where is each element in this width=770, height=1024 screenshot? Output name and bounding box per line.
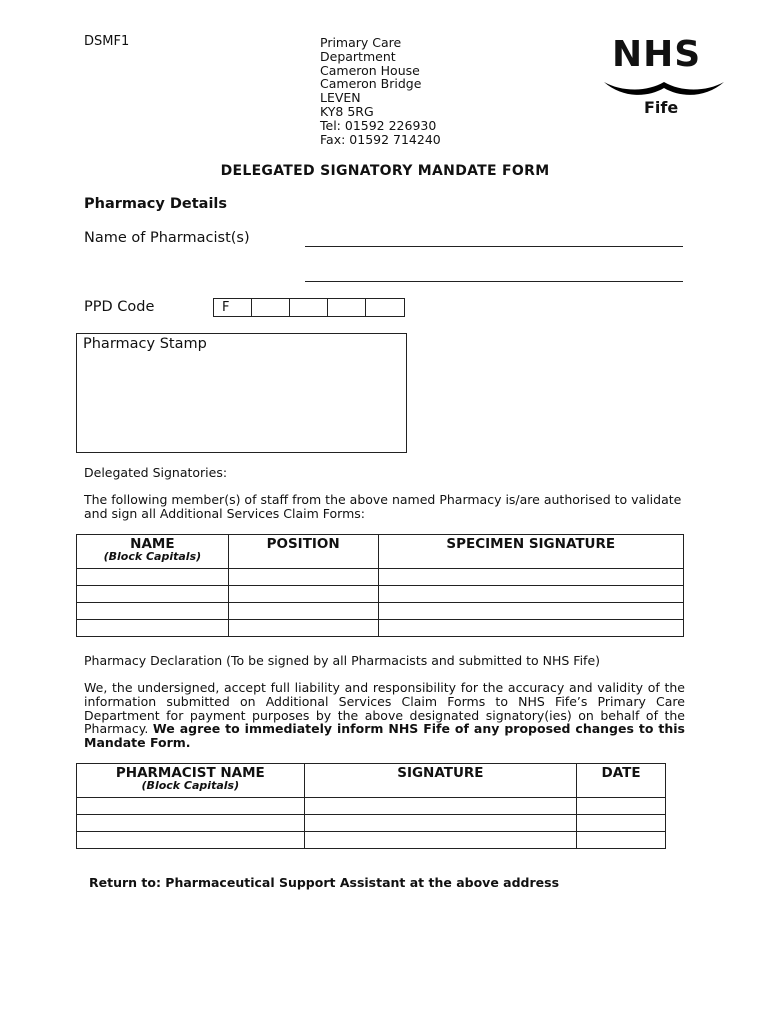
nhs-fife-logo <box>598 34 730 120</box>
header-name <box>77 535 229 569</box>
header-title: SPECIMEN SIGNATURE <box>446 536 616 552</box>
table-cell[interactable] <box>378 586 683 603</box>
header-signature <box>304 764 576 798</box>
table-cell[interactable] <box>304 798 576 815</box>
table-cell[interactable] <box>378 620 683 637</box>
address-line: Cameron Bridge <box>320 76 422 92</box>
pharmacy-stamp-box[interactable] <box>76 333 407 453</box>
form-title: DELEGATED SIGNATORY MANDATE FORM <box>220 163 550 179</box>
ppd-code-box[interactable] <box>290 299 328 316</box>
table-row <box>77 569 684 586</box>
header-title: POSITION <box>266 536 340 552</box>
pharmacy-details-heading: Pharmacy Details <box>84 196 228 212</box>
logo-nhs-text: NHS <box>612 34 702 75</box>
table-cell[interactable] <box>304 832 576 849</box>
header-title: NAME <box>130 536 175 552</box>
table-cell[interactable] <box>577 832 666 849</box>
header-title: DATE <box>601 765 641 781</box>
signatories-table <box>76 534 684 637</box>
header-position <box>228 535 378 569</box>
table-cell[interactable] <box>77 569 229 586</box>
table-cell[interactable] <box>378 569 683 586</box>
address-line: KY8 5RG <box>320 103 374 119</box>
table-cell[interactable] <box>228 620 378 637</box>
table-cell[interactable] <box>77 603 229 620</box>
ppd-code-box[interactable]: F <box>214 299 252 316</box>
table-row <box>77 798 666 815</box>
pharmacist-name-line-1[interactable] <box>305 246 683 247</box>
logo-fife-text: Fife <box>644 98 679 117</box>
table-cell[interactable] <box>77 798 305 815</box>
table-header-row <box>77 764 666 798</box>
table-cell[interactable] <box>228 586 378 603</box>
delegated-signatories-text: The following member(s) of staff from the above named Pharmacy is/are authorised to validate and sign all Additional Services Claim Forms: <box>84 492 682 521</box>
table-row <box>77 620 684 637</box>
table-cell[interactable] <box>228 603 378 620</box>
address-line: LEVEN <box>320 90 361 106</box>
ppd-code-boxes <box>213 298 405 317</box>
header-date <box>577 764 666 798</box>
logo-swoosh-icon <box>602 78 726 100</box>
header-subtitle: (Block Capitals) <box>103 550 202 563</box>
pharmacist-table <box>76 763 666 849</box>
table-row <box>77 815 666 832</box>
declaration-text-bold: We agree to immediately inform NHS Fife of any proposed changes to this Mandate Form. <box>84 721 685 751</box>
pharmacy-stamp-label: Pharmacy Stamp <box>83 336 207 352</box>
table-cell[interactable] <box>577 798 666 815</box>
ppd-code-box[interactable] <box>252 299 290 316</box>
table-cell[interactable] <box>304 815 576 832</box>
table-cell[interactable] <box>77 815 305 832</box>
table-cell[interactable] <box>378 603 683 620</box>
address-line: Fax: 01592 714240 <box>320 131 441 147</box>
address-line: Cameron House <box>320 62 420 78</box>
table-cell[interactable] <box>577 815 666 832</box>
header-pharmacist-name <box>77 764 305 798</box>
address-line: Department <box>320 48 396 64</box>
pharmacist-name-line-2[interactable] <box>305 281 683 282</box>
return-instructions: Return to: Pharmaceutical Support Assistant at the above address <box>89 875 560 890</box>
address-line: Primary Care <box>320 35 402 50</box>
table-header-row <box>77 535 684 569</box>
pharmacist-name-label: Name of Pharmacist(s) <box>84 230 250 246</box>
table-cell[interactable] <box>228 569 378 586</box>
table-row <box>77 586 684 603</box>
ppd-code-box[interactable] <box>328 299 366 316</box>
header-title: SIGNATURE <box>397 765 484 781</box>
ppd-code-label: PPD Code <box>84 299 155 315</box>
table-row <box>77 832 666 849</box>
declaration-text-plain: We, the undersigned, accept full liability and responsibility for the accuracy and validity of the information submitted on Additional Services Claim Forms to NHS Fife’s Primary Care Department for payment purposes by the above designated signatory(ies) on behalf of the Pharmacy. <box>84 680 685 737</box>
table-cell[interactable] <box>77 620 229 637</box>
declaration-title: Pharmacy Declaration (To be signed by all Pharmacists and submitted to NHS Fife) <box>84 653 601 668</box>
ppd-code-box[interactable] <box>366 299 404 316</box>
form-code: DSMF1 <box>84 34 130 49</box>
declaration-text <box>84 681 685 750</box>
header-specimen-signature <box>378 535 683 569</box>
delegated-signatories-label: Delegated Signatories: <box>84 465 228 480</box>
header-subtitle: (Block Capitals) <box>141 779 240 792</box>
table-cell[interactable] <box>77 586 229 603</box>
table-row <box>77 603 684 620</box>
address-block <box>320 36 441 146</box>
header-title: PHARMACIST NAME <box>115 765 265 781</box>
table-cell[interactable] <box>77 832 305 849</box>
address-line: Tel: 01592 226930 <box>320 117 437 133</box>
